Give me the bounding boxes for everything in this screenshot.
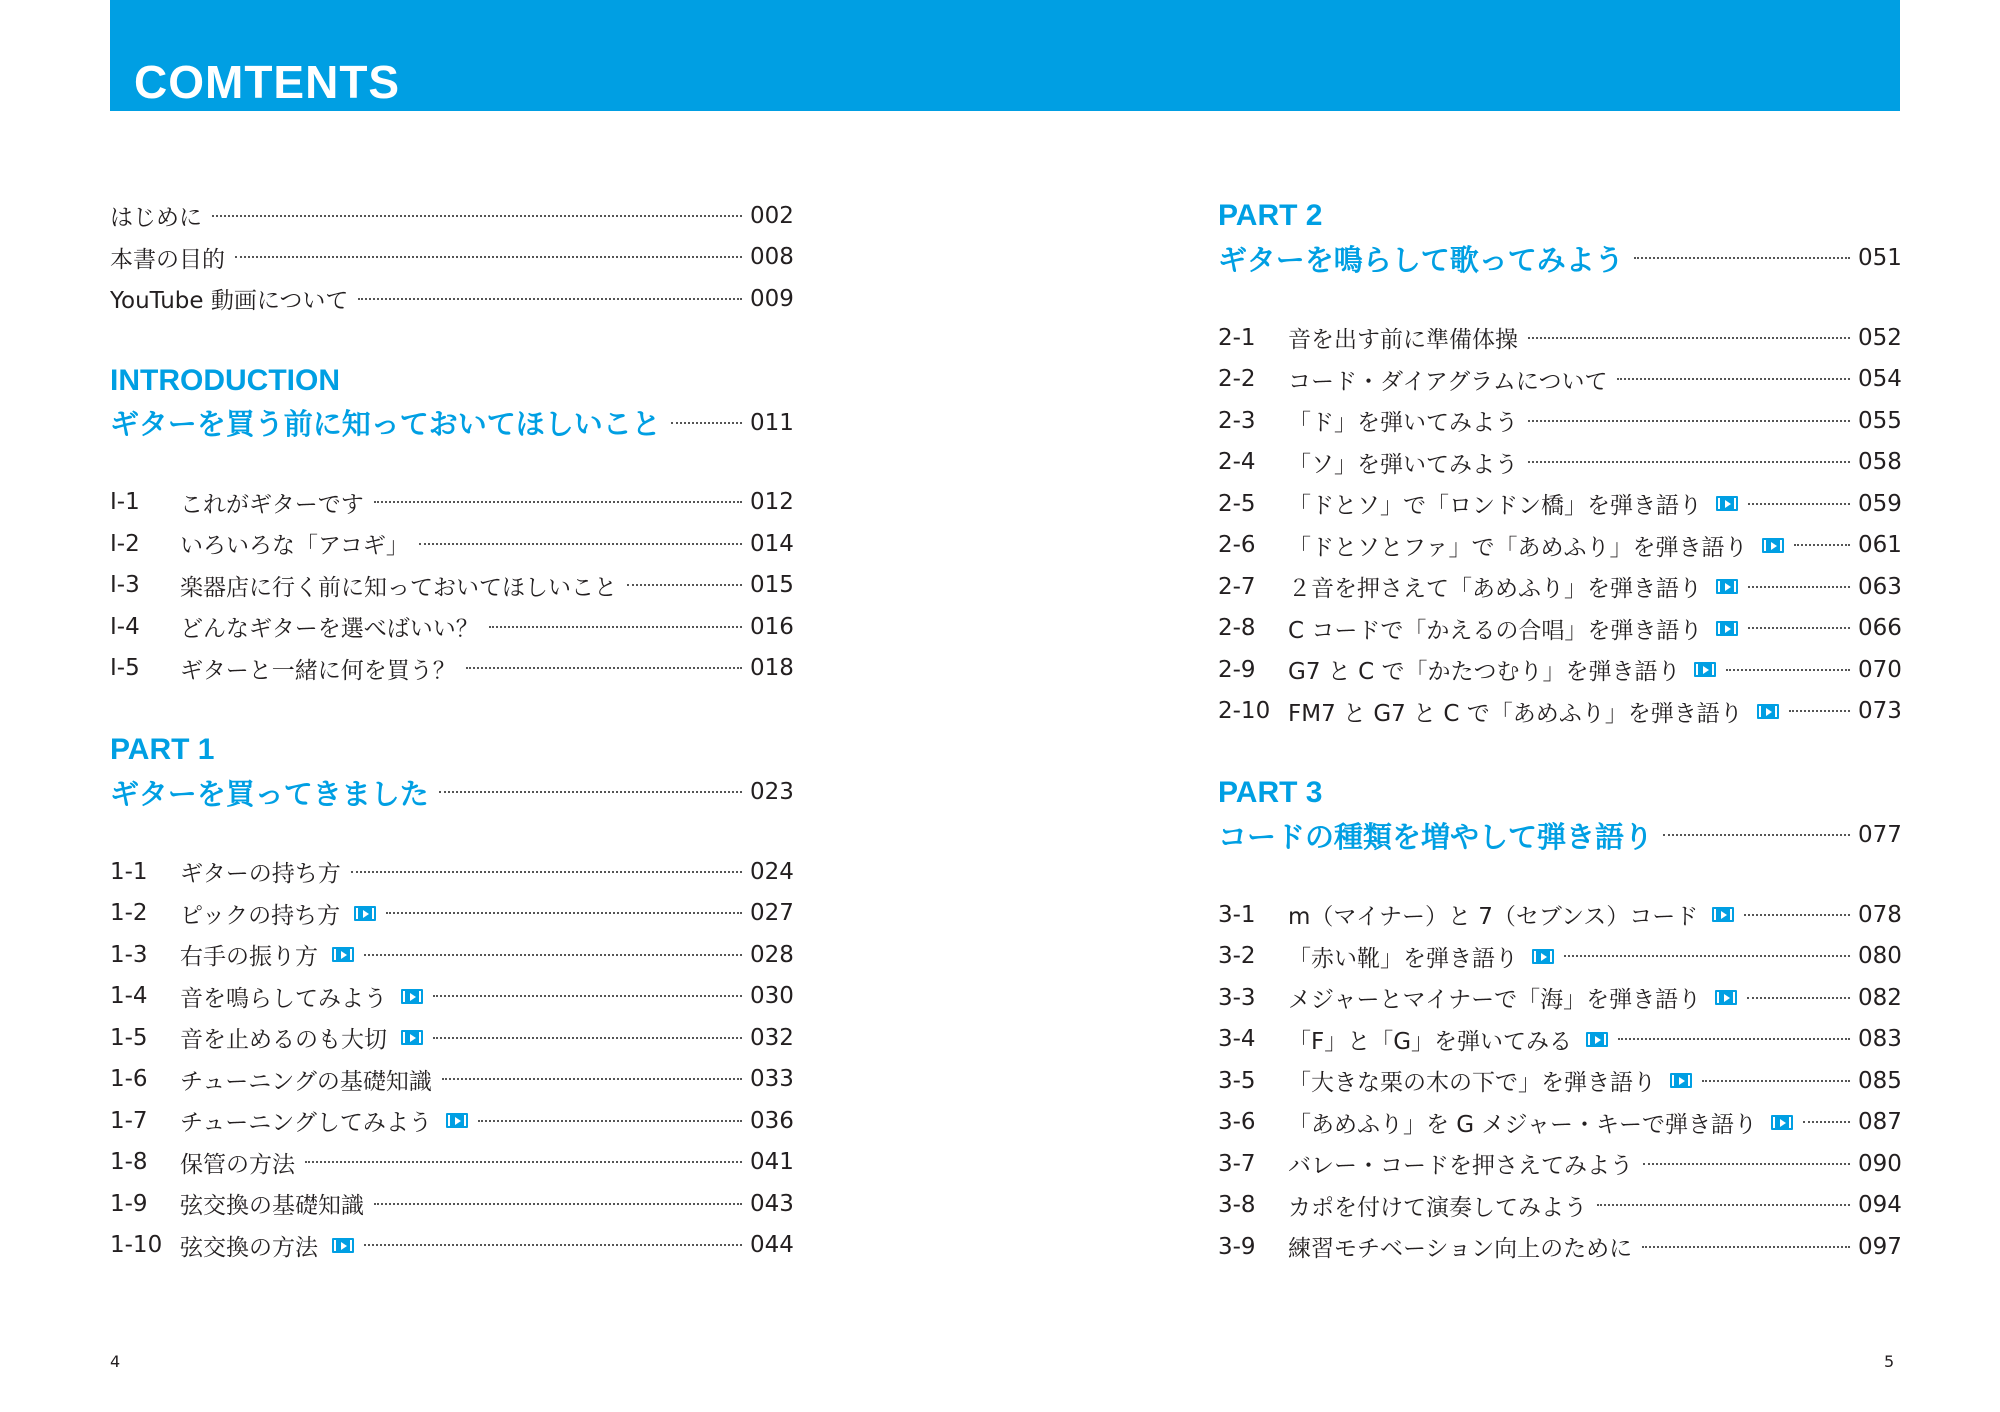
toc-entry[interactable] bbox=[1218, 359, 1900, 401]
entry-page: 043 bbox=[750, 1190, 794, 1217]
dot-leader bbox=[419, 543, 742, 545]
section-part-1 bbox=[110, 729, 792, 1266]
dot-leader bbox=[351, 871, 742, 873]
entry-number: 2-5 bbox=[1218, 490, 1256, 517]
entry-title-text: はじめに bbox=[110, 205, 202, 232]
dot-leader bbox=[439, 791, 742, 793]
entry-number: 1-3 bbox=[110, 941, 148, 968]
entry-title-text: カポを付けて演奏してみよう bbox=[1288, 1194, 1587, 1221]
toc-entry[interactable] bbox=[110, 934, 792, 976]
entry-number: 1-5 bbox=[110, 1024, 148, 1051]
toc-entry[interactable] bbox=[1218, 1102, 1900, 1144]
entry-number: 2-6 bbox=[1218, 532, 1256, 559]
entry-title bbox=[180, 610, 479, 643]
entry-title-text: チューニングしてみよう bbox=[180, 1110, 432, 1137]
entry-title bbox=[180, 1229, 354, 1262]
entry-title-text: バレー・コードを押さえてみよう bbox=[1288, 1153, 1633, 1180]
section-title: コードの種類を増やして弾き語り bbox=[1218, 819, 1654, 854]
entry-title-text: m（マイナー）と 7（セブンス）コード bbox=[1288, 904, 1699, 931]
toc-entry[interactable] bbox=[1218, 936, 1900, 978]
entry-title-text: 保管の方法 bbox=[180, 1151, 295, 1178]
entry-page: 036 bbox=[750, 1107, 794, 1134]
entry-title-text: 「ドとソ」で「ロンドン橋」を弾き語り bbox=[1288, 493, 1702, 520]
entry-page: 052 bbox=[1858, 324, 1902, 351]
entry-title-text: 右手の振り方 bbox=[180, 944, 318, 971]
entry-number: 1-2 bbox=[110, 900, 148, 927]
video-icon bbox=[1586, 1032, 1608, 1047]
entry-number: 1-8 bbox=[110, 1149, 148, 1176]
entry-page: 044 bbox=[750, 1232, 794, 1259]
entry-number: I-5 bbox=[110, 655, 140, 682]
entry-page: 066 bbox=[1858, 615, 1902, 642]
entry-number: 1-1 bbox=[110, 858, 148, 885]
entry-page: 018 bbox=[750, 655, 794, 682]
dot-leader bbox=[212, 215, 742, 217]
dot-leader bbox=[671, 422, 742, 424]
entry-number: 1-7 bbox=[110, 1107, 148, 1134]
entry-title bbox=[1288, 612, 1738, 645]
entry-title-text: ２音を押さえて「あめふり」を弾き語り bbox=[1288, 576, 1702, 603]
entry-page: 028 bbox=[750, 941, 794, 968]
toc-entry[interactable] bbox=[110, 606, 792, 648]
entry-title-text: FM7 と G7 と C で「あめふり」を弾き語り bbox=[1288, 700, 1743, 727]
toc-entry[interactable] bbox=[110, 523, 792, 565]
dot-leader bbox=[1643, 1163, 1850, 1165]
entry-title-text: メジャーとマイナーで「海」を弾き語り bbox=[1288, 987, 1702, 1014]
entry-title-text: 「赤い靴」を弾き語り bbox=[1288, 945, 1518, 972]
toc-entry[interactable] bbox=[110, 482, 792, 524]
dot-leader bbox=[442, 1078, 742, 1080]
entry-title bbox=[180, 486, 364, 519]
header-banner bbox=[110, 0, 1900, 111]
entry-title bbox=[1288, 1147, 1633, 1180]
dot-leader bbox=[1726, 669, 1850, 671]
entry-title bbox=[180, 855, 341, 888]
entry-number: 3-9 bbox=[1218, 1233, 1256, 1260]
entry-title bbox=[1288, 1064, 1692, 1097]
entry-number: I-4 bbox=[110, 613, 140, 640]
entry-title-text: ギターと一緒に何を買う？ bbox=[180, 657, 456, 684]
entry-page: 027 bbox=[750, 900, 794, 927]
toc-entry[interactable] bbox=[110, 278, 792, 320]
entry-page: 030 bbox=[750, 983, 794, 1010]
entry-page: 008 bbox=[750, 244, 794, 271]
section-heading[interactable] bbox=[1218, 237, 1900, 279]
entry-page: 073 bbox=[1858, 698, 1902, 725]
entry-title bbox=[1288, 653, 1716, 686]
entry-page: 009 bbox=[750, 285, 794, 312]
video-icon bbox=[332, 947, 354, 962]
toc-entry[interactable] bbox=[1218, 691, 1900, 733]
toc-entry[interactable] bbox=[1218, 1060, 1900, 1102]
toc-entry[interactable] bbox=[110, 648, 792, 690]
dot-leader bbox=[364, 954, 742, 956]
entry-title bbox=[180, 1187, 364, 1220]
video-icon bbox=[1771, 1115, 1793, 1130]
entry-title-text: 弦交換の基礎知識 bbox=[180, 1193, 364, 1220]
entry-page: 041 bbox=[750, 1149, 794, 1176]
dot-leader bbox=[1642, 1246, 1850, 1248]
section-part-3 bbox=[1218, 772, 1900, 1268]
entry-title bbox=[180, 897, 376, 930]
dot-leader bbox=[1597, 1204, 1850, 1206]
toc-entry[interactable] bbox=[110, 893, 792, 935]
entry-number: I-3 bbox=[110, 572, 140, 599]
toc-entry[interactable] bbox=[110, 195, 792, 237]
entry-title-text: 楽器店に行く前に知っておいてほしいこと bbox=[180, 574, 617, 601]
entry-number: 2-1 bbox=[1218, 324, 1256, 351]
section-page: 023 bbox=[750, 779, 794, 805]
entry-number: I-1 bbox=[110, 489, 140, 516]
entry-number: 2-10 bbox=[1218, 698, 1271, 725]
entry-number: 2-9 bbox=[1218, 656, 1256, 683]
dot-leader bbox=[364, 1244, 742, 1246]
entry-number: I-2 bbox=[110, 530, 140, 557]
entry-page: 059 bbox=[1858, 490, 1902, 517]
entry-number: 3-1 bbox=[1218, 901, 1256, 928]
dot-leader bbox=[386, 912, 742, 914]
entry-title bbox=[1288, 487, 1738, 520]
entry-title bbox=[1288, 940, 1554, 973]
entry-title-text: 「ドとソとファ」で「あめふり」を弾き語り bbox=[1288, 534, 1748, 561]
entry-number: 3-8 bbox=[1218, 1192, 1256, 1219]
entry-title bbox=[180, 938, 354, 971]
toc-entry[interactable] bbox=[1218, 1019, 1900, 1061]
entry-title bbox=[180, 1021, 423, 1054]
entry-title-text: 「ド」を弾いてみよう bbox=[1288, 410, 1518, 437]
section-heading[interactable] bbox=[110, 402, 792, 444]
entry-page: 024 bbox=[750, 858, 794, 885]
entry-page: 082 bbox=[1858, 984, 1902, 1011]
toc-entry[interactable] bbox=[1218, 1185, 1900, 1227]
video-icon bbox=[401, 989, 423, 1004]
entry-title bbox=[1288, 695, 1779, 728]
dot-leader bbox=[1748, 503, 1850, 505]
entry-page: 016 bbox=[750, 613, 794, 640]
entry-number: 3-5 bbox=[1218, 1067, 1256, 1094]
entry-number: 1-6 bbox=[110, 1066, 148, 1093]
dot-leader bbox=[1748, 586, 1850, 588]
toc-entry[interactable] bbox=[1218, 400, 1900, 442]
page-title: COMTENTS bbox=[134, 56, 401, 108]
video-icon bbox=[1757, 704, 1779, 719]
entry-number: 3-7 bbox=[1218, 1150, 1256, 1177]
entry-number: 3-6 bbox=[1218, 1109, 1256, 1136]
section-heading[interactable] bbox=[1218, 814, 1900, 856]
entry-title bbox=[1288, 363, 1607, 396]
entry-title bbox=[180, 527, 409, 560]
toc-entry[interactable] bbox=[1218, 483, 1900, 525]
entry-title-text: YouTube 動画について bbox=[110, 288, 349, 315]
toc-entry[interactable] bbox=[1218, 1226, 1900, 1268]
entry-page: 054 bbox=[1858, 366, 1902, 393]
entry-number: 3-4 bbox=[1218, 1026, 1256, 1053]
entry-number: 2-4 bbox=[1218, 449, 1256, 476]
dot-leader bbox=[1528, 337, 1850, 339]
dot-leader bbox=[235, 256, 742, 258]
toc-entry[interactable] bbox=[110, 1059, 792, 1101]
entry-title-text: 音を出す前に準備体操 bbox=[1288, 327, 1518, 354]
entry-title bbox=[1288, 321, 1518, 354]
toc-entry[interactable] bbox=[110, 1100, 792, 1142]
section-heading[interactable] bbox=[110, 771, 792, 813]
right-page-number: 5 bbox=[1884, 1352, 1895, 1371]
dot-leader bbox=[305, 1161, 742, 1163]
entry-title-text: 「あめふり」を G メジャー・キーで弾き語り bbox=[1288, 1111, 1757, 1138]
entry-title bbox=[1288, 570, 1738, 603]
toc-entry[interactable] bbox=[110, 1183, 792, 1225]
toc-entry[interactable] bbox=[110, 851, 792, 893]
toc-entry[interactable] bbox=[110, 1225, 792, 1267]
dot-leader bbox=[1803, 1121, 1850, 1123]
entry-number: 2-8 bbox=[1218, 615, 1256, 642]
video-icon bbox=[401, 1030, 423, 1045]
entry-title bbox=[1288, 529, 1784, 562]
entry-number: 3-3 bbox=[1218, 984, 1256, 1011]
section-title: ギターを鳴らして歌ってみよう bbox=[1218, 242, 1624, 277]
toc-right-column bbox=[1218, 195, 1900, 1268]
video-icon bbox=[1716, 579, 1738, 594]
entry-title bbox=[180, 652, 456, 685]
entry-title-text: 「ソ」を弾いてみよう bbox=[1288, 451, 1518, 478]
dot-leader bbox=[1789, 710, 1850, 712]
section-label: PART 1 bbox=[110, 733, 215, 766]
entry-title bbox=[180, 1104, 468, 1137]
toc-entry[interactable] bbox=[110, 1017, 792, 1059]
toc-entry[interactable] bbox=[1218, 525, 1900, 567]
section-title: ギターを買ってきました bbox=[110, 776, 429, 811]
dot-leader bbox=[1702, 1080, 1850, 1082]
video-icon bbox=[1716, 621, 1738, 636]
toc-entry[interactable] bbox=[1218, 442, 1900, 484]
dot-leader bbox=[1748, 627, 1850, 629]
section-introduction bbox=[110, 360, 792, 690]
entry-page: 061 bbox=[1858, 532, 1902, 559]
dot-leader bbox=[1564, 955, 1850, 957]
entry-title-text: 練習モチベーション向上のために bbox=[1288, 1236, 1633, 1263]
entry-title bbox=[1288, 1189, 1587, 1222]
entry-title-text: これがギターです bbox=[180, 491, 364, 518]
entry-title bbox=[110, 199, 202, 232]
entry-page: 083 bbox=[1858, 1026, 1902, 1053]
entry-page: 078 bbox=[1858, 901, 1902, 928]
toc-entry[interactable] bbox=[1218, 1143, 1900, 1185]
entry-title bbox=[110, 241, 225, 274]
entry-title bbox=[110, 282, 348, 315]
entry-page: 097 bbox=[1858, 1233, 1902, 1260]
video-icon bbox=[354, 906, 376, 921]
section-label: PART 3 bbox=[1218, 776, 1323, 809]
entry-title bbox=[1288, 1023, 1608, 1056]
video-icon bbox=[1532, 949, 1554, 964]
toc-entry[interactable] bbox=[1218, 977, 1900, 1019]
video-icon bbox=[332, 1238, 354, 1253]
entry-page: 087 bbox=[1858, 1109, 1902, 1136]
entry-title-text: 音を鳴らしてみよう bbox=[180, 985, 387, 1012]
entry-number: 1-10 bbox=[110, 1232, 163, 1259]
entry-page: 015 bbox=[750, 572, 794, 599]
entry-title bbox=[180, 1146, 295, 1179]
dot-leader bbox=[358, 298, 742, 300]
entry-title-text: どんなギターを選べばいい？ bbox=[180, 616, 479, 643]
entry-page: 094 bbox=[1858, 1192, 1902, 1219]
dot-leader bbox=[374, 501, 742, 503]
dot-leader bbox=[1744, 914, 1850, 916]
entry-title-text: コード・ダイアグラムについて bbox=[1288, 368, 1608, 395]
section-page: 011 bbox=[750, 409, 794, 436]
dot-leader bbox=[1528, 461, 1850, 463]
entry-title-text: G7 と C で「かたつむり」を弾き語り bbox=[1288, 659, 1681, 686]
entry-page: 033 bbox=[750, 1066, 794, 1093]
left-page-number: 4 bbox=[110, 1352, 121, 1371]
entry-title bbox=[180, 569, 617, 602]
toc-entry[interactable] bbox=[1218, 608, 1900, 650]
video-icon bbox=[1715, 990, 1737, 1005]
toc-entry[interactable] bbox=[1218, 317, 1900, 359]
dot-leader bbox=[1747, 997, 1850, 999]
dot-leader bbox=[1617, 378, 1850, 380]
entry-page: 014 bbox=[750, 530, 794, 557]
dot-leader bbox=[1794, 544, 1850, 546]
toc-entry[interactable] bbox=[110, 1142, 792, 1184]
toc-left-column bbox=[110, 195, 792, 1266]
video-icon bbox=[1670, 1073, 1692, 1088]
entry-title-text: 本書の目的 bbox=[110, 246, 225, 273]
entry-title bbox=[1288, 1106, 1793, 1139]
entry-number: 1-4 bbox=[110, 983, 148, 1010]
front-matter-list bbox=[110, 195, 792, 320]
section-title: ギターを買う前に知っておいてほしいこと bbox=[110, 407, 661, 441]
entry-number: 2-7 bbox=[1218, 573, 1256, 600]
entry-page: 085 bbox=[1858, 1067, 1902, 1094]
section-part-2 bbox=[1218, 195, 1900, 732]
entry-title bbox=[1288, 898, 1734, 931]
entry-page: 012 bbox=[750, 489, 794, 516]
dot-leader bbox=[489, 626, 742, 628]
toc-entry[interactable] bbox=[1218, 894, 1900, 936]
dot-leader bbox=[1528, 420, 1850, 422]
section-page: 077 bbox=[1858, 822, 1902, 848]
video-icon bbox=[446, 1113, 468, 1128]
entry-page: 032 bbox=[750, 1024, 794, 1051]
dot-leader bbox=[1663, 834, 1850, 836]
entry-page: 080 bbox=[1858, 943, 1902, 970]
entry-title bbox=[1288, 981, 1737, 1014]
entry-page: 055 bbox=[1858, 407, 1902, 434]
entry-page: 002 bbox=[750, 202, 794, 229]
entry-title bbox=[1288, 446, 1518, 479]
video-icon bbox=[1762, 538, 1784, 553]
dot-leader bbox=[466, 667, 742, 669]
entry-page: 063 bbox=[1858, 573, 1902, 600]
dot-leader bbox=[433, 995, 742, 997]
entry-title-text: ギターの持ち方 bbox=[180, 861, 341, 888]
dot-leader bbox=[478, 1120, 742, 1122]
dot-leader bbox=[627, 584, 742, 586]
dot-leader bbox=[1618, 1038, 1850, 1040]
video-icon bbox=[1712, 907, 1734, 922]
toc-entry[interactable] bbox=[1218, 649, 1900, 691]
entry-title-text: チューニングの基礎知識 bbox=[180, 1068, 432, 1095]
entry-title-text: ピックの持ち方 bbox=[180, 902, 341, 929]
entry-number: 2-3 bbox=[1218, 407, 1256, 434]
entry-title-text: 弦交換の方法 bbox=[180, 1234, 318, 1261]
entry-page: 090 bbox=[1858, 1150, 1902, 1177]
entry-title-text: いろいろな「アコギ」 bbox=[180, 533, 409, 560]
video-icon bbox=[1716, 496, 1738, 511]
entry-page: 070 bbox=[1858, 656, 1902, 683]
entry-title-text: 音を止めるのも大切 bbox=[180, 1027, 387, 1054]
toc-entry[interactable] bbox=[110, 565, 792, 607]
entry-title bbox=[180, 1063, 432, 1096]
section-label: INTRODUCTION bbox=[110, 363, 340, 397]
dot-leader bbox=[374, 1203, 742, 1205]
toc-entry[interactable] bbox=[1218, 566, 1900, 608]
entry-title-text: 「大きな栗の木の下で」を弾き語り bbox=[1288, 1070, 1656, 1097]
entry-page: 058 bbox=[1858, 449, 1902, 476]
toc-entry[interactable] bbox=[110, 237, 792, 279]
entry-title-text: 「F」と「G」を弾いてみる bbox=[1288, 1028, 1573, 1055]
video-icon bbox=[1694, 662, 1716, 677]
toc-entry[interactable] bbox=[110, 976, 792, 1018]
entry-title bbox=[1288, 1230, 1632, 1263]
dot-leader bbox=[1634, 257, 1850, 259]
entry-title bbox=[1288, 404, 1518, 437]
entry-title-text: C コードで「かえるの合唱」を弾き語り bbox=[1288, 617, 1703, 644]
dot-leader bbox=[433, 1037, 742, 1039]
entry-number: 1-9 bbox=[110, 1190, 148, 1217]
entry-title bbox=[180, 980, 423, 1013]
entry-number: 3-2 bbox=[1218, 943, 1256, 970]
section-page: 051 bbox=[1858, 245, 1902, 271]
section-label: PART 2 bbox=[1218, 199, 1323, 232]
entry-number: 2-2 bbox=[1218, 366, 1256, 393]
